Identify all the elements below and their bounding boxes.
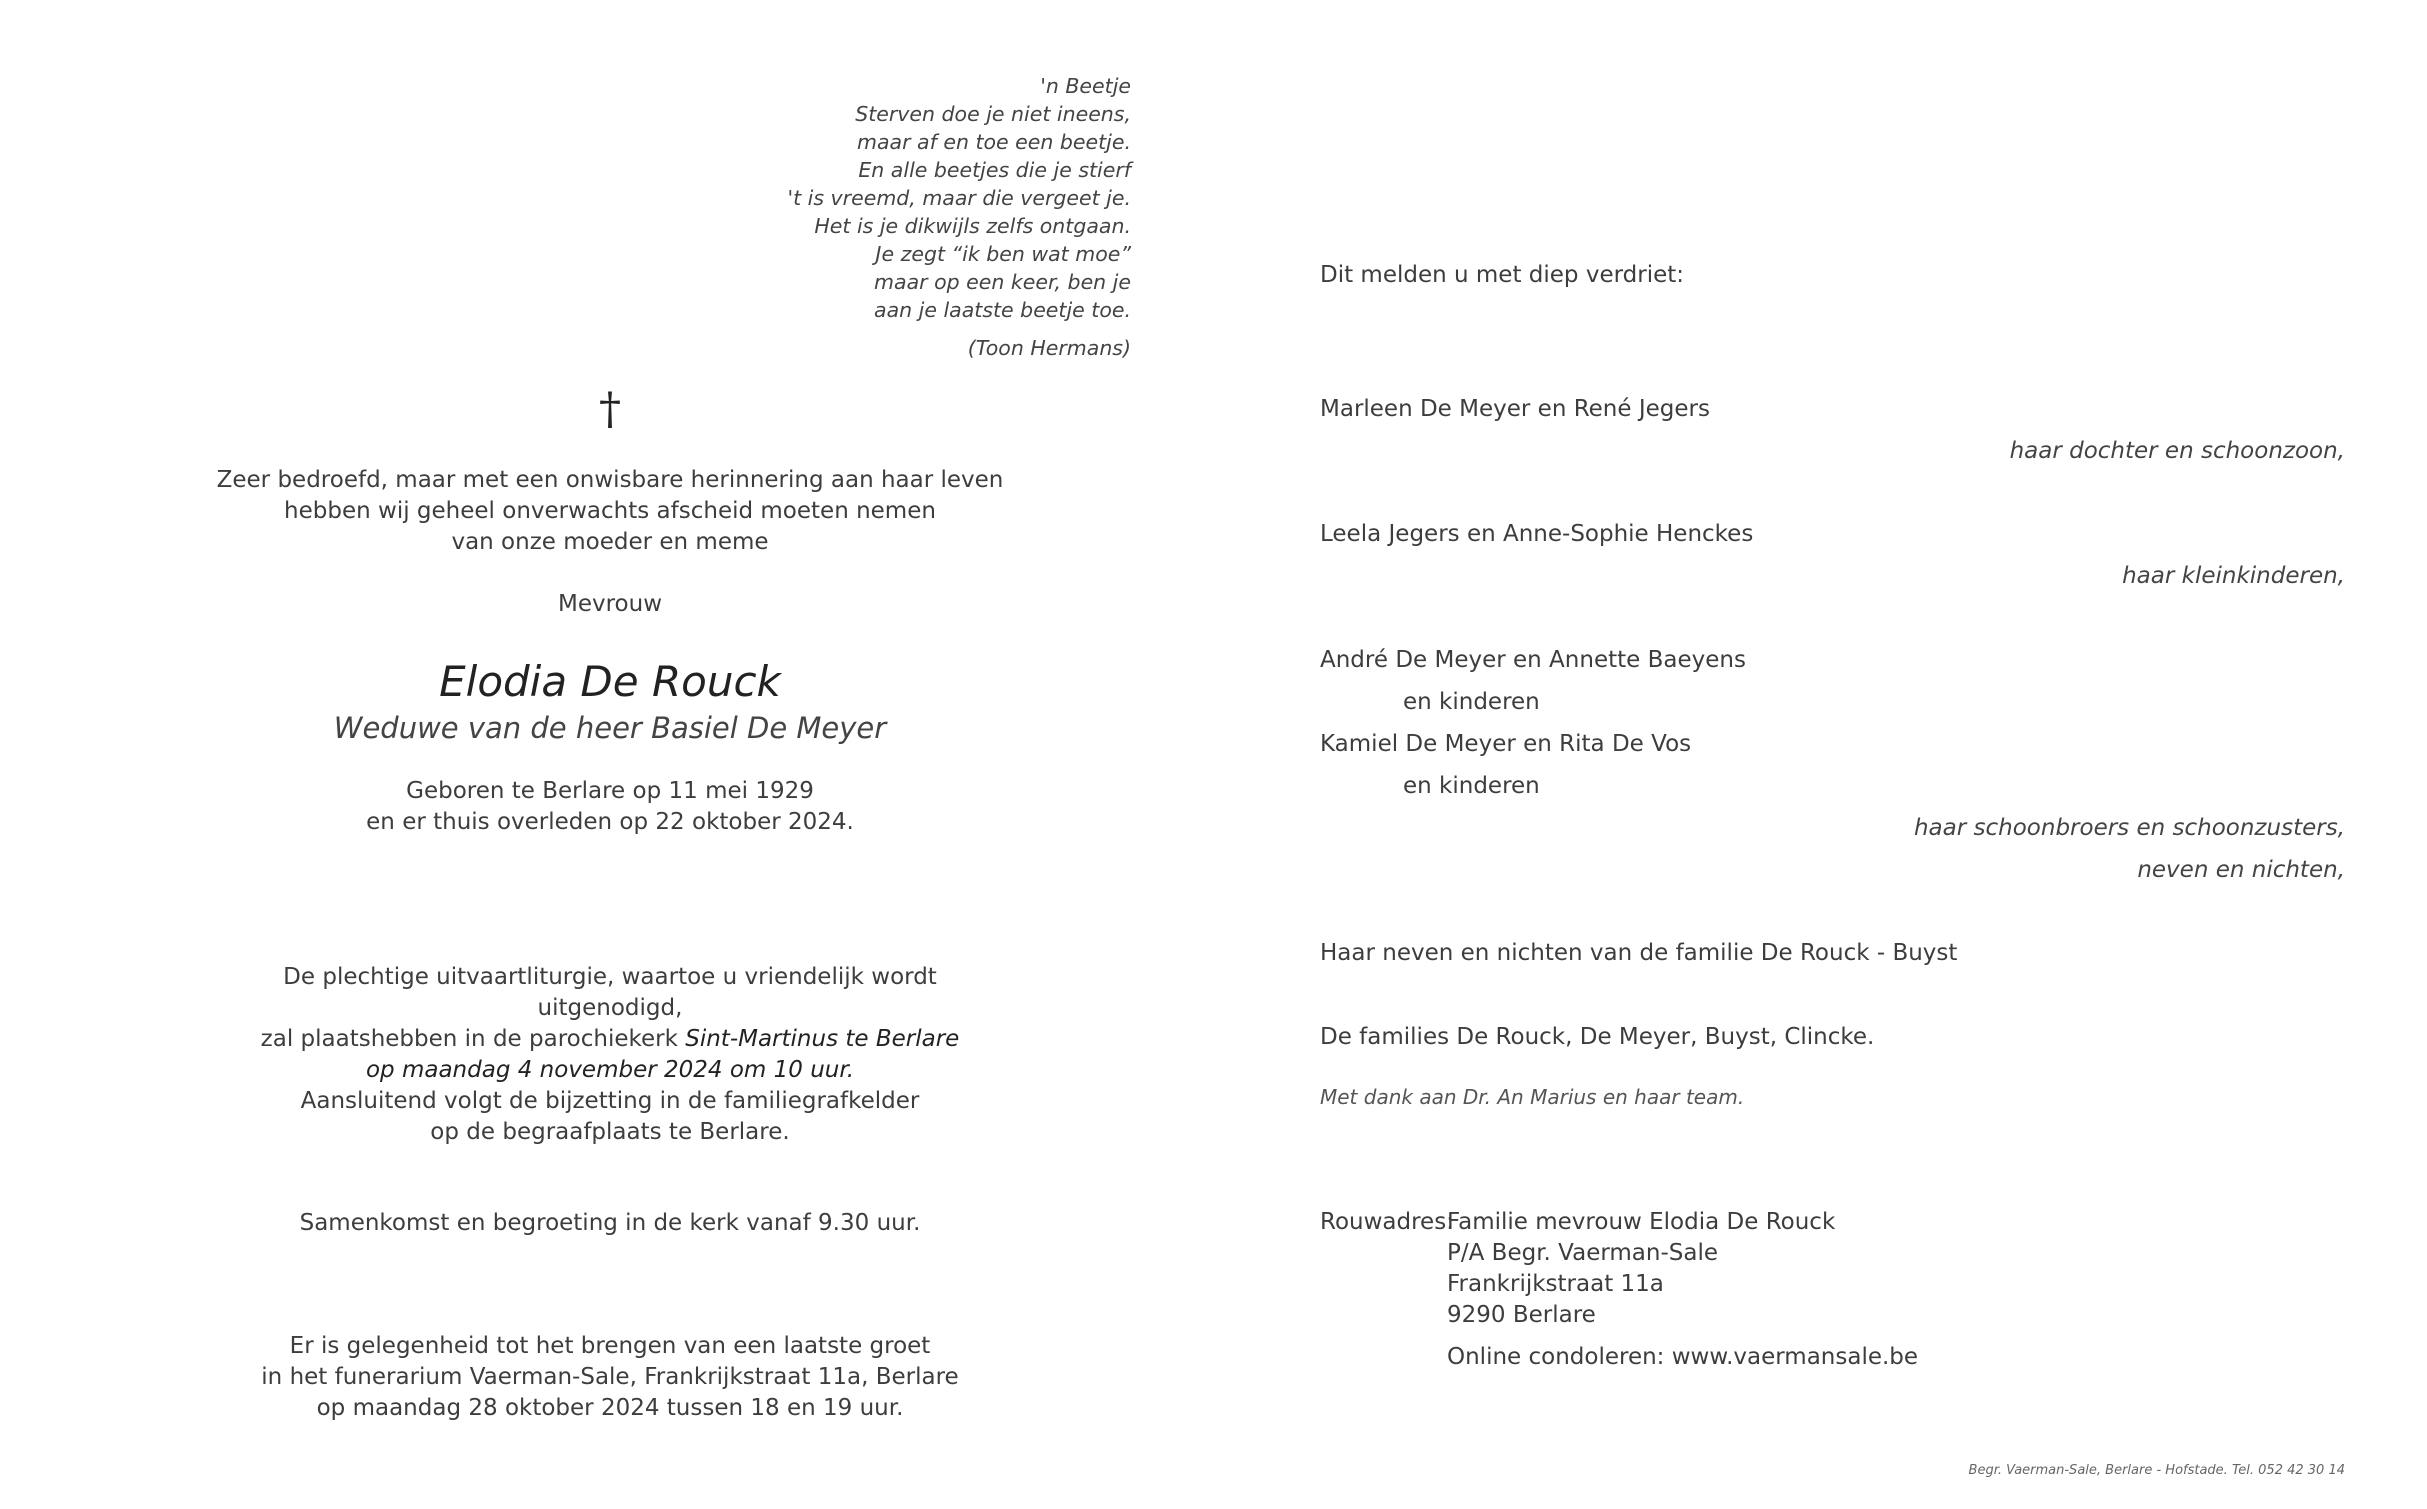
family-daughter: Marleen De Meyer en René Jegers [1320,396,1710,422]
family-extended: Haar neven en nichten van de familie De Rouck - Buyst [1320,940,1958,966]
thanks-note: Met dank aan Dr. An Marius en haar team. [1320,1085,1745,1109]
funeral-line: Aansluitend volgt de bijzetting in de familiegrafkelder [300,1088,920,1114]
address-line: 9290 Berlare [1447,1302,1596,1328]
salutation: Mevrouw [557,591,663,617]
online-condolences: Online condoleren: www.vaermansale.be [1447,1344,1919,1370]
visitation [210,1331,1010,1424]
address-line: Frankrijkstraat 11a [1447,1271,1664,1297]
funeral-datetime: op maandag 4 november 2024 om 10 uur. [365,1057,855,1083]
widow-of: Weduwe van de heer Basiel De Meyer [333,711,887,745]
family-families: De families De Rouck, De Meyer, Buyst, Clincke. [1320,1024,1875,1050]
poem-line: maar op een keer, ben je [874,270,1131,294]
cross-icon: † [599,384,621,435]
church-name: Sint-Martinus te Berlare [685,1026,960,1052]
family-inlaw-2: Kamiel De Meyer en Rita De Vos [1320,731,1692,757]
gathering: Samenkomst en begroeting in de kerk vanaf 9.30 uur. [299,1210,921,1236]
poem-line: Het is je dikwijls zelfs ontgaan. [814,214,1131,238]
funeral-line: op de begraafplaats te Berlare. [430,1119,790,1145]
family-grandchildren: Leela Jegers en Anne-Sophie Henckes [1320,521,1754,547]
birth-line: Geboren te Berlare op 11 mei 1929 [406,778,814,804]
intro-line: Zeer bedroefd, maar met een onwisbare herinnering aan haar leven [216,467,1004,493]
funeral-line [210,1024,1010,1055]
visitation-line: in het funerarium Vaerman-Sale, Frankrijkstraat 11a, Berlare [261,1364,959,1390]
poem [531,72,1131,362]
grandchildren-relation: haar kleinkinderen, [2122,563,2345,589]
family-inlaw-1: André De Meyer en Annette Baeyens [1320,647,1746,673]
footer-imprint: Begr. Vaerman-Sale, Berlare - Hofstade. Tel. 052 42 30 14 [1968,1463,2345,1478]
inlaws-relation: haar schoonbroers en schoonzusters, [1913,815,2345,841]
poem-line: 'n Beetje [1040,74,1131,98]
funeral-info [210,962,1010,1148]
funeral-line: De plechtige uitvaartliturgie, waartoe u vriendelijk wordt uitgenodigd, [283,964,937,1021]
address-label: Rouwadres: [1320,1209,1454,1235]
deceased-name: Elodia De Rouck [439,657,781,706]
poem-line: Je zegt “ik ben wat moe” [875,242,1131,266]
intro-line: hebben wij geheel onverwachts afscheid moeten nemen [284,498,936,524]
poem-line: Sterven doe je niet ineens, [855,102,1131,126]
poem-author: (Toon Hermans) [967,336,1131,360]
address-block [1447,1207,1835,1331]
intro-text [210,465,1010,558]
inlaw-2-children: en kinderen [1403,773,1540,799]
address-line: P/A Begr. Vaerman-Sale [1447,1240,1719,1266]
funeral-prefix: zal plaatshebben in de parochiekerk [260,1026,686,1052]
inlaw-1-children: en kinderen [1403,689,1540,715]
intro-line: van onze moeder en meme [451,529,769,555]
poem-line: maar af en toe een beetje. [857,130,1131,154]
poem-line: En alle beetjes die je stierf [858,158,1131,182]
poem-line: 't is vreemd, maar die vergeet je. [787,186,1131,210]
announcement: Dit melden u met diep verdriet: [1320,262,1685,288]
visitation-line: Er is gelegenheid tot het brengen van een laatste groet [289,1333,931,1359]
daughter-relation: haar dochter en schoonzoon, [2009,438,2345,464]
nephews-relation: neven en nichten, [2137,857,2345,883]
life-dates [210,776,1010,838]
poem-line: aan je laatste beetje toe. [874,298,1131,322]
address-line: Familie mevrouw Elodia De Rouck [1447,1209,1836,1235]
death-line: en er thuis overleden op 22 oktober 2024. [366,809,854,835]
visitation-line: op maandag 28 oktober 2024 tussen 18 en 19 uur. [316,1395,904,1421]
